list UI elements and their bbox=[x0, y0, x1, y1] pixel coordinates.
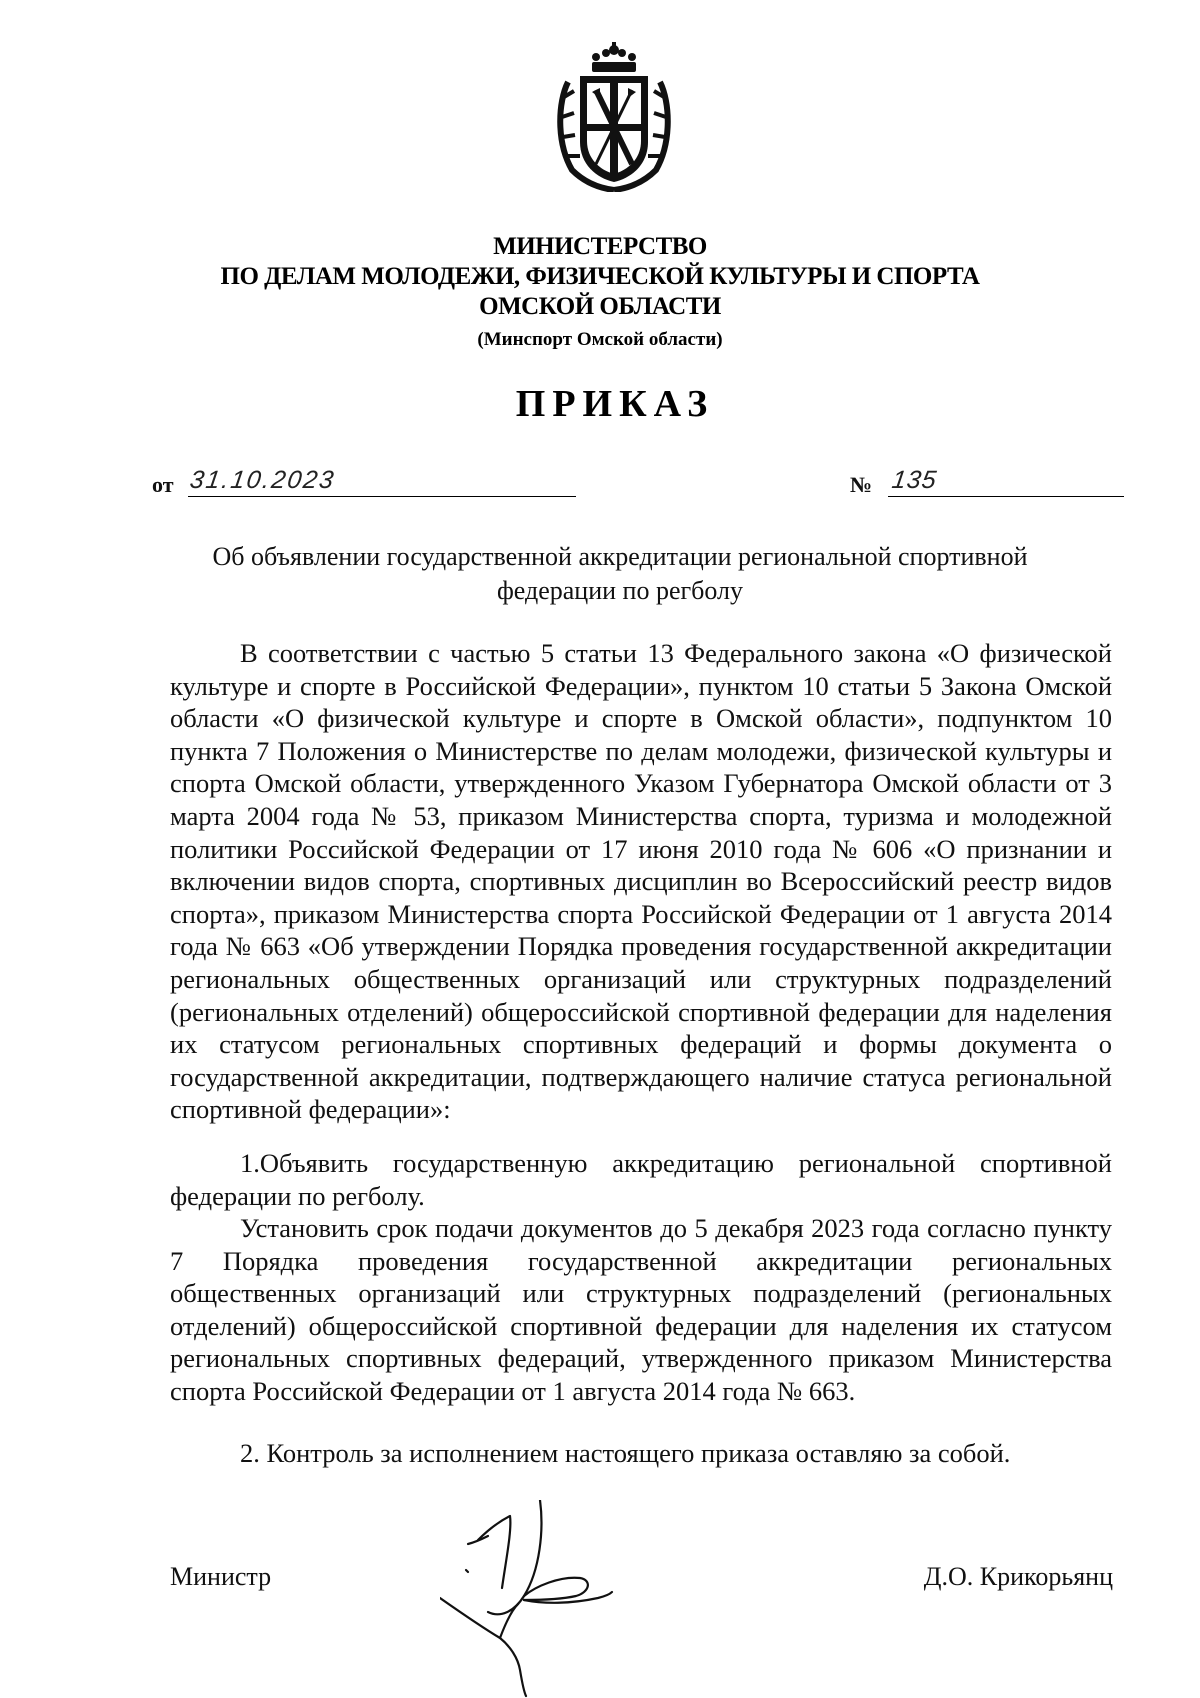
number-underline bbox=[888, 496, 1124, 497]
signatory-title: Министр bbox=[170, 1562, 272, 1591]
ministry-name-line-1: МИНИСТЕРСТВО bbox=[493, 233, 707, 260]
item-1-paragraph: 1.Объявить государственную аккредитацию региональной спортивной федерации по регболу. bbox=[170, 1147, 1112, 1211]
ministry-name-line-3: ОМСКОЙ ОБЛАСТИ bbox=[479, 293, 721, 320]
handwritten-signature-icon bbox=[440, 1500, 690, 1698]
document-type-title: ПРИКАЗ bbox=[515, 383, 715, 425]
ministry-header bbox=[100, 232, 1100, 354]
preamble-paragraph: В соответствии с частью 5 статьи 13 Федерального закона «О физической культуре и спорте в Российской Федерации», пунктом 10 статьи 5 Закона Омской области «О физической культуре и спорте в Омской области», подпунктом 10 пункта 7 Положения о Министерстве по делам молодежи, физической культуры и спорта Омской области, утвержденного Указом Губернатора Омской области от 3 марта 2004 года № 53, приказом Министерства спорта, туризма и молодежной политики Российской Федерации от 17 июня 2010 года № 606 «О признании и включении видов спорта, спортивных дисциплин во Всероссийский реестр видов спорта», приказом Министерства спорта Российской Федерации от 1 августа 2014 года № 663 «Об утверждении Порядка проведения государственной аккредитации региональных общественных организаций или структурных подразделений (региональных отделений) общероссийской спортивной федерации для наделения их статусом региональных спортивных федераций и формы документа о государственной аккредитации, подтверждающего наличие статуса региональной спортивной федерации»: bbox=[170, 638, 1112, 1125]
ministry-name-line-2: ПО ДЕЛАМ МОЛОДЕЖИ, ФИЗИЧЕСКОЙ КУЛЬТУРЫ И СПОРТА bbox=[220, 263, 980, 290]
ministry-short-name: (Минспорт Омской области) bbox=[477, 329, 723, 350]
date-underline bbox=[188, 496, 576, 497]
order-number: 135 bbox=[890, 466, 939, 494]
number-prefix: № bbox=[850, 472, 873, 497]
order-subject: Об объявлении государственной аккредитации региональной спортивной федерации по регболу bbox=[212, 542, 1028, 605]
signatory-name: Д.О. Крикорьянц bbox=[923, 1562, 1113, 1591]
item-1-deadline-paragraph: Установить срок подачи документов до 5 декабря 2023 года согласно пункту 7 Порядка проведения государственной аккредитации региональных общественных организаций или структурных подразделений (региональных отделений) общероссийской спортивной федерации для наделения их статусом региональных спортивных федераций, утвержденного приказом Министерства спорта Российской Федерации от 1 августа 2014 года № 663. bbox=[170, 1213, 1112, 1407]
date-prefix: от bbox=[152, 472, 174, 497]
date-number-row bbox=[152, 466, 1124, 506]
item-2-paragraph: 2. Контроль за исполнением настоящего приказа оставляю за собой. bbox=[240, 1437, 1011, 1468]
order-date: 31.10.2023 bbox=[188, 466, 338, 494]
order-body bbox=[170, 637, 1112, 1469]
coat-of-arms-icon bbox=[554, 42, 674, 192]
